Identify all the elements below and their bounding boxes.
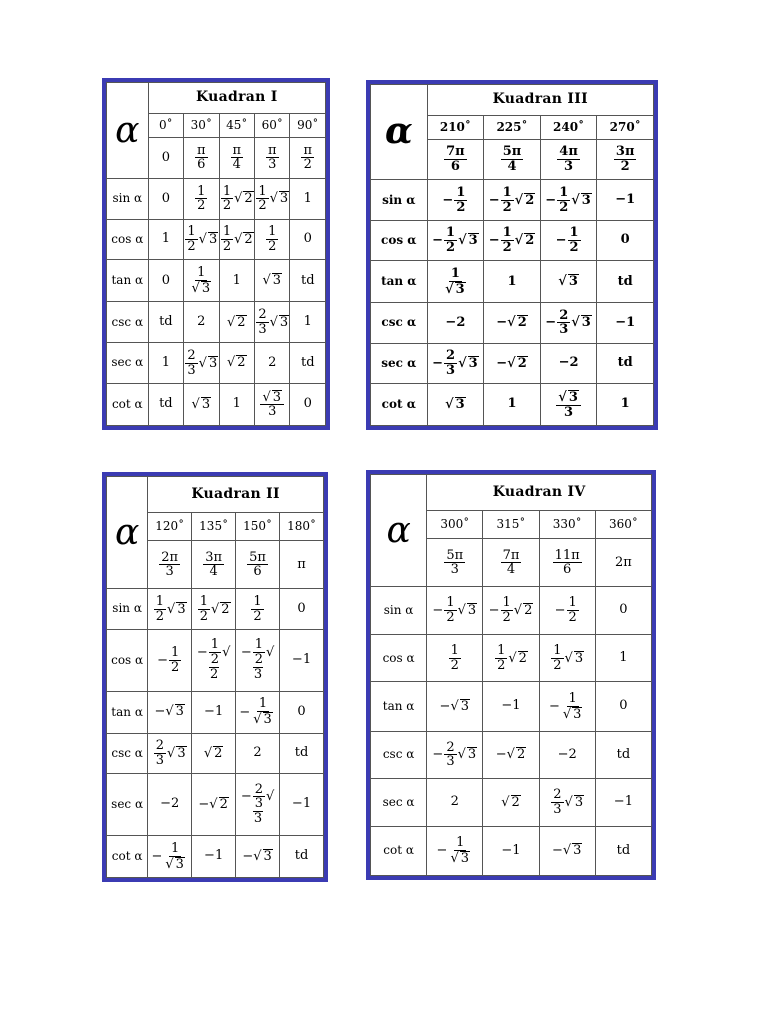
quadrant-title: Kuadran I	[148, 83, 325, 114]
radian-header: $\frac{5\pi}{4}$	[484, 139, 541, 180]
value-cell: $\frac{1}{2}$ √ 3	[184, 219, 219, 260]
degree-header: 225˚	[484, 115, 541, 139]
value-cell: $\frac{1}{2}$	[427, 634, 483, 682]
degree-header: 135˚	[192, 513, 236, 541]
function-label: cot α	[371, 384, 428, 426]
radian-header: $\frac{3\pi}{2}$	[597, 139, 654, 180]
value-cell: 1	[219, 260, 254, 302]
value-cell: 2	[255, 343, 290, 384]
quadrant-title: Kuadran III	[427, 85, 653, 116]
value-cell: 1	[290, 302, 326, 343]
radian-header: $\frac{\pi}{6}$	[184, 137, 219, 178]
value-cell: √ 3	[255, 260, 290, 302]
alpha-symbol: α	[107, 477, 148, 589]
value-cell: −√ 2	[192, 774, 236, 836]
value-cell: √ 3	[540, 261, 597, 303]
value-cell: −1	[280, 629, 324, 691]
function-label: cot α	[371, 826, 427, 875]
value-cell: −√ 3	[539, 826, 595, 875]
value-cell: 0	[595, 682, 651, 731]
value-cell: −1	[192, 836, 236, 878]
degree-header: 210˚	[427, 115, 484, 139]
table-row	[107, 179, 326, 220]
degree-header: 120˚	[148, 513, 192, 541]
value-cell: $\frac{2}{3}$ √ 3	[148, 733, 192, 774]
value-cell: −√ 3	[236, 836, 280, 878]
table-row	[107, 836, 324, 878]
value-cell: − $\frac{1}{2}$ √ 3	[427, 220, 484, 260]
degree-header: 0˚	[148, 113, 183, 137]
value-cell: −1	[192, 691, 236, 733]
table-row	[371, 731, 652, 779]
kuadran_3-grid	[370, 84, 654, 426]
table-row	[371, 343, 654, 383]
alpha-symbol: α	[107, 83, 149, 179]
value-cell: √ 2	[192, 733, 236, 774]
value-cell: − $\frac{2}{3}$ √3	[236, 774, 280, 836]
function-label: cot α	[107, 383, 149, 425]
table-kuadran-3	[366, 80, 658, 430]
radian-header: $\frac{\pi}{3}$	[255, 137, 290, 178]
value-cell: 0	[597, 220, 654, 260]
value-cell: 1	[597, 384, 654, 426]
value-cell: √ 2	[219, 343, 254, 384]
function-label: tan α	[371, 682, 427, 731]
value-cell: − $\frac{1}{2}$	[148, 629, 192, 691]
value-cell: 0	[290, 219, 326, 260]
value-cell: $\frac{1}{2}$	[236, 589, 280, 630]
function-label: cos α	[371, 220, 428, 260]
degree-header: 315˚	[483, 511, 539, 539]
value-cell: √ 2	[483, 779, 539, 827]
table-row	[107, 219, 326, 260]
quadrant-title: Kuadran II	[148, 477, 324, 513]
value-cell: −1	[595, 779, 651, 827]
value-cell: 0	[280, 691, 324, 733]
table-row	[371, 220, 654, 260]
value-cell: td	[290, 260, 326, 302]
degree-header: 270˚	[597, 115, 654, 139]
value-cell: $\frac{√ 3}{3}$	[540, 384, 597, 426]
value-cell: td	[280, 836, 324, 878]
value-cell: − $\frac{1}{√ 3}$	[148, 836, 192, 878]
radian-header: 0	[148, 137, 183, 178]
alpha-symbol: α	[371, 85, 428, 180]
value-cell: − $\frac{1}{√ 3}$	[236, 691, 280, 733]
kuadran_2-grid	[106, 476, 324, 878]
table-row	[107, 343, 326, 384]
function-label: sin α	[371, 587, 427, 635]
value-cell: $\frac{1}{2}$ √ 3	[539, 634, 595, 682]
value-cell: 1	[484, 384, 541, 426]
value-cell: − $\frac{2}{3}$ √ 3	[427, 731, 483, 779]
value-cell: − $\frac{1}{2}$ √3	[236, 629, 280, 691]
value-cell: $\frac{2}{3}$ √ 3	[184, 343, 219, 384]
value-cell: $\frac{1}{√ 3}$	[427, 261, 484, 303]
radian-header: $\frac{\pi}{2}$	[290, 137, 326, 178]
value-cell: −1	[597, 303, 654, 343]
function-label: sin α	[371, 180, 428, 220]
value-cell: − $\frac{1}{2}$ √2	[192, 629, 236, 691]
value-cell: $\frac{1}{2}$ √ 2	[483, 634, 539, 682]
function-label: cos α	[371, 634, 427, 682]
value-cell: $\frac{1}{√ 3}$	[184, 260, 219, 302]
radian-header: $\frac{7\pi}{6}$	[427, 139, 484, 180]
table-row	[107, 691, 324, 733]
table-row	[371, 587, 652, 635]
table-row	[371, 180, 654, 220]
value-cell: √ 2	[219, 302, 254, 343]
value-cell: $\frac{2}{3}$ √ 3	[539, 779, 595, 827]
radian-header: π	[280, 541, 324, 589]
table-row	[371, 384, 654, 426]
table-kuadran-1	[102, 78, 330, 430]
radian-header: $\frac{11\pi}{6}$	[539, 539, 595, 587]
value-cell: 0	[280, 589, 324, 630]
value-cell: −1	[597, 180, 654, 220]
function-label: cos α	[107, 629, 148, 691]
degree-header: 90˚	[290, 113, 326, 137]
degree-header: 30˚	[184, 113, 219, 137]
value-cell: −1	[280, 774, 324, 836]
value-cell: $\frac{1}{2}$	[255, 219, 290, 260]
radian-header: $\frac{\pi}{4}$	[219, 137, 254, 178]
value-cell: $\frac{√ 3}{3}$	[255, 383, 290, 425]
value-cell: $\frac{1}{2}$ √ 2	[192, 589, 236, 630]
value-cell: $\frac{1}{2}$ √ 3	[148, 589, 192, 630]
value-cell: − $\frac{1}{2}$ √ 3	[427, 587, 483, 635]
value-cell: −2	[539, 731, 595, 779]
function-label: csc α	[371, 731, 427, 779]
table-row	[371, 682, 652, 731]
value-cell: −1	[483, 682, 539, 731]
table-row	[371, 826, 652, 875]
value-cell: − $\frac{2}{3}$ √ 3	[427, 343, 484, 383]
degree-header: 360˚	[595, 511, 651, 539]
value-cell: 0	[595, 587, 651, 635]
function-label: sec α	[371, 343, 428, 383]
table-row	[107, 589, 324, 630]
value-cell: $\frac{1}{2}$	[184, 179, 219, 220]
value-cell: td	[597, 343, 654, 383]
value-cell: $\frac{1}{2}$ √ 2	[219, 179, 254, 220]
value-cell: 1	[595, 634, 651, 682]
function-label: sec α	[107, 774, 148, 836]
radian-header: $\frac{5\pi}{6}$	[236, 541, 280, 589]
value-cell: − $\frac{1}{2}$	[427, 180, 484, 220]
value-cell: td	[595, 731, 651, 779]
function-label: tan α	[107, 691, 148, 733]
value-cell: $\frac{2}{3}$ √ 3	[255, 302, 290, 343]
radian-header: $\frac{3\pi}{4}$	[192, 541, 236, 589]
table-row	[107, 733, 324, 774]
function-label: csc α	[107, 733, 148, 774]
value-cell: −2	[148, 774, 192, 836]
function-label: sin α	[107, 179, 149, 220]
radian-header: $\frac{5\pi}{3}$	[427, 539, 483, 587]
value-cell: 1	[148, 343, 183, 384]
function-label: sec α	[371, 779, 427, 827]
function-label: csc α	[371, 303, 428, 343]
value-cell: 2	[427, 779, 483, 827]
kuadran_4-grid	[370, 474, 652, 876]
value-cell: 0	[290, 383, 326, 425]
value-cell: − $\frac{1}{√ 3}$	[539, 682, 595, 731]
degree-header: 180˚	[280, 513, 324, 541]
table-row	[107, 302, 326, 343]
value-cell: −2	[540, 343, 597, 383]
value-cell: td	[595, 826, 651, 875]
degree-header: 45˚	[219, 113, 254, 137]
table-kuadran-4	[366, 470, 656, 880]
table-row	[107, 383, 326, 425]
radian-header: $\frac{7\pi}{4}$	[483, 539, 539, 587]
function-label: tan α	[371, 261, 428, 303]
value-cell: 1	[484, 261, 541, 303]
radian-header: $\frac{4\pi}{3}$	[540, 139, 597, 180]
degree-header: 150˚	[236, 513, 280, 541]
value-cell: 1	[219, 383, 254, 425]
quadrant-title: Kuadran IV	[427, 475, 652, 511]
value-cell: 1	[290, 179, 326, 220]
table-row	[371, 779, 652, 827]
value-cell: 2	[236, 733, 280, 774]
value-cell: 2	[184, 302, 219, 343]
degree-header: 60˚	[255, 113, 290, 137]
value-cell: − $\frac{2}{3}$ √ 3	[540, 303, 597, 343]
radian-header: $\frac{2\pi}{3}$	[148, 541, 192, 589]
value-cell: − $\frac{1}{2}$	[540, 220, 597, 260]
alpha-symbol: α	[371, 475, 427, 587]
degree-header: 300˚	[427, 511, 483, 539]
value-cell: −1	[483, 826, 539, 875]
value-cell: − $\frac{1}{2}$ √ 3	[540, 180, 597, 220]
value-cell: 0	[148, 260, 183, 302]
value-cell: − $\frac{1}{√ 3}$	[427, 826, 483, 875]
value-cell: td	[148, 383, 183, 425]
function-label: sin α	[107, 589, 148, 630]
table-row	[371, 261, 654, 303]
value-cell: −√ 3	[148, 691, 192, 733]
value-cell: − $\frac{1}{2}$ √ 2	[483, 587, 539, 635]
value-cell: −√ 3	[427, 682, 483, 731]
function-label: cos α	[107, 219, 149, 260]
value-cell: $\frac{1}{2}$ √ 3	[255, 179, 290, 220]
value-cell: −√ 2	[483, 731, 539, 779]
value-cell: √ 3	[184, 383, 219, 425]
table-row	[107, 260, 326, 302]
value-cell: − $\frac{1}{2}$ √ 2	[484, 220, 541, 260]
degree-header: 240˚	[540, 115, 597, 139]
value-cell: td	[597, 261, 654, 303]
value-cell: −√ 2	[484, 343, 541, 383]
value-cell: − $\frac{1}{2}$	[539, 587, 595, 635]
function-label: cot α	[107, 836, 148, 878]
function-label: sec α	[107, 343, 149, 384]
value-cell: − $\frac{1}{2}$ √ 2	[484, 180, 541, 220]
radian-header: 2π	[595, 539, 651, 587]
function-label: tan α	[107, 260, 149, 302]
value-cell: 0	[148, 179, 183, 220]
value-cell: −2	[427, 303, 484, 343]
value-cell: $\frac{1}{2}$ √ 2	[219, 219, 254, 260]
value-cell: −√ 2	[484, 303, 541, 343]
value-cell: td	[148, 302, 183, 343]
table-row	[107, 774, 324, 836]
function-label: csc α	[107, 302, 149, 343]
table-kuadran-2	[102, 472, 328, 882]
value-cell: 1	[148, 219, 183, 260]
table-row	[371, 634, 652, 682]
degree-header: 330˚	[539, 511, 595, 539]
value-cell: √ 3	[427, 384, 484, 426]
kuadran_1-grid	[106, 82, 326, 426]
table-row	[371, 303, 654, 343]
table-row	[107, 629, 324, 691]
value-cell: td	[280, 733, 324, 774]
value-cell: td	[290, 343, 326, 384]
